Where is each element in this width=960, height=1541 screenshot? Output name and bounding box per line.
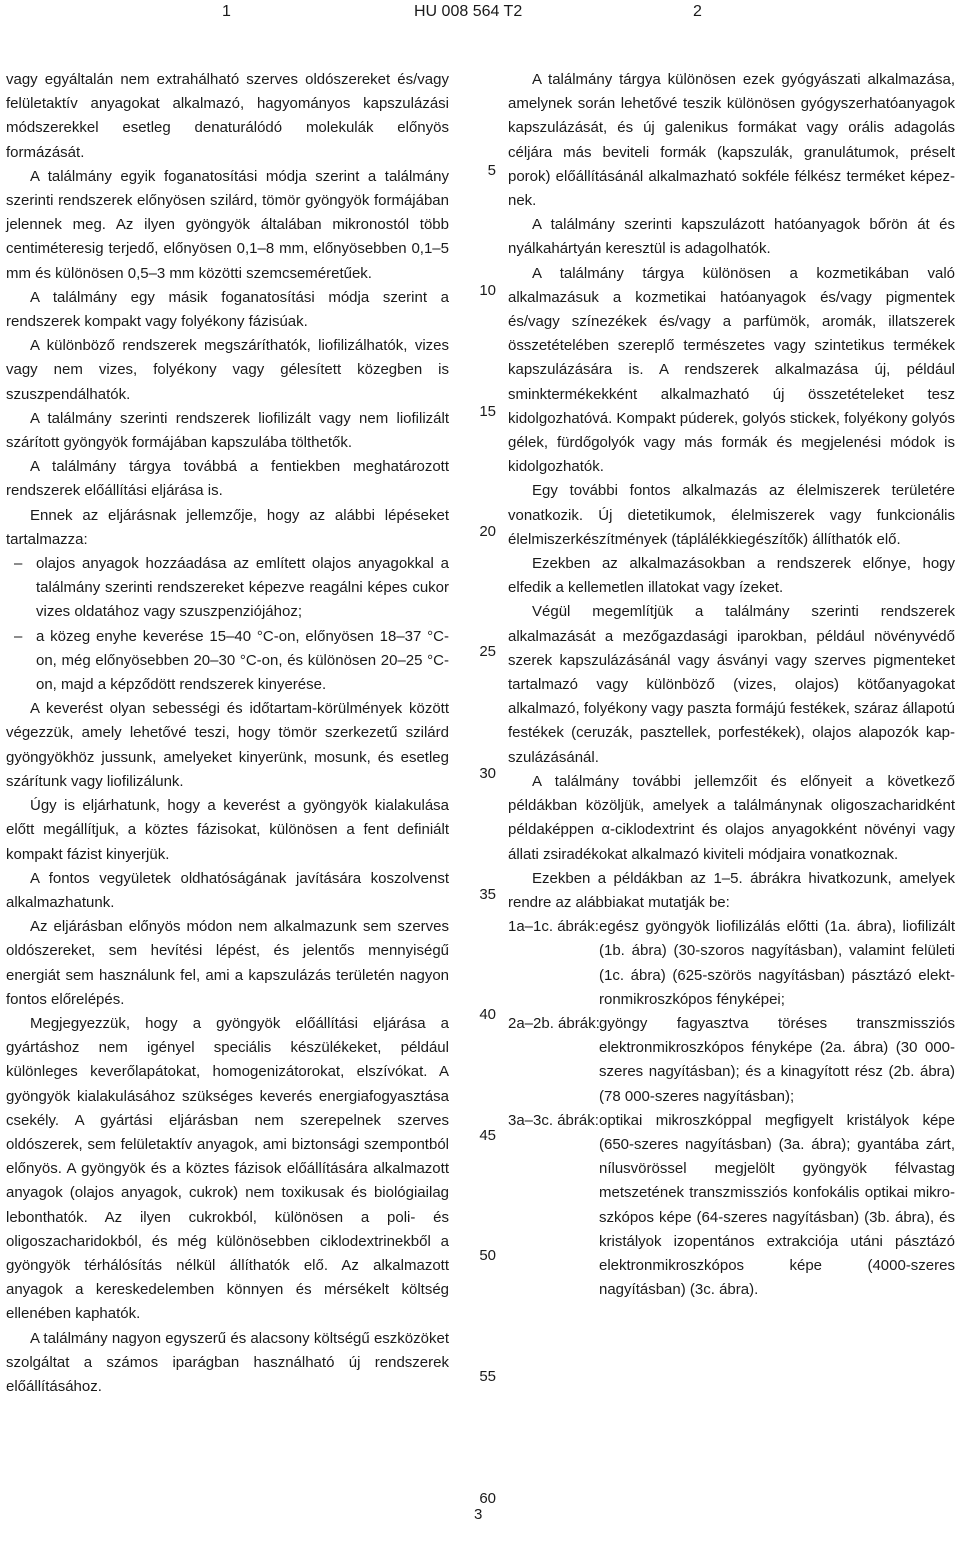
- process-step-text: olajos anyagok hozzáadása az említett olajos anyagokkal a találmány szerinti rendszereket képezve reagálni képes cukor vizes oldatához vagy szuszpenziójához;: [36, 555, 449, 621]
- paragraph: A találmány szerinti rendszerek liofilizált vagy nem liofilizált szárított gyöngyök formájában kapszulába tölthetők.: [6, 409, 449, 452]
- line-number: 60: [479, 1490, 496, 1507]
- paragraph: vagy egyáltalán nem extrahálható szerves oldószereket és/vagy felületaktív anyagokat alkalmazó, hagyományos kapszulázási módszerekkel esetleg denaturálódó molekulák előnyös formázását.: [6, 71, 449, 161]
- left-column: [6, 68, 449, 1399]
- paragraph: Úgy is eljárhatunk, hogy a keverést a gyöngyök kialakulása előtt megállítjuk, a köztes fázisokat, különösen a fent definiált kompakt fázist kinyerjük.: [6, 797, 449, 863]
- header-right-column-number: 2: [693, 3, 702, 20]
- figure-label: 2a–2b. ábrák:: [508, 1014, 600, 1032]
- process-step-text: a közeg enyhe keverése 15–40 °C-on, előnyösen 18–37 °C-on, még előnyösebben 20–30 °C-on, és különösen 20–25 °C-on, majd a képződött rendszerek kinyerése.: [36, 627, 449, 694]
- line-number: 25: [479, 643, 496, 660]
- paragraph: A találmány további jellemzőit és előnyeit a következő példákban közöljük, amelyek a találmánynak oligoszacharidként példaképpen α-ciklodextrint és olajos anyagokként növényi vagy állati zsiradékokat alkalmazó kiviteli módjaira vonatkoznak.: [508, 772, 955, 863]
- line-number: 35: [479, 886, 496, 903]
- paragraph: A keverést olyan sebességi és időtartam-körülmények között végezzük, amely lehetővé teszi, hogy tömör szerkezetű szilárd gyöngyökhöz jussunk, amelyeket kinyerünk, mosunk, és esetleg szárítunk vagy liofilizálunk.: [6, 700, 449, 790]
- paragraph: A fontos vegyületek oldhatóságának javítására koszolvenst alkalmazhatunk.: [6, 869, 449, 911]
- figure-text: egész gyöngyök liofilizálás előtti (1a. ábra), liofilizált (1b. ábra) (30-szoros nagyításban), valamint felületi (1c. ábra) (625-szörös nagyításban) pásztázó elektronmikroszkópos fényképei;: [599, 918, 955, 1008]
- paragraph: A találmány nagyon egyszerű és alacsony költségű eszközöket szolgáltat a számos iparágban használható új rendszerek előállításához.: [6, 1329, 449, 1395]
- figure-label: 1a–1c. ábrák:: [508, 918, 599, 936]
- figure-label: 3a–3c. ábrák:: [508, 1111, 599, 1129]
- bullet-dash: –: [14, 555, 23, 573]
- line-number: 45: [479, 1127, 496, 1144]
- line-number: 50: [479, 1247, 496, 1264]
- line-number: 5: [487, 162, 496, 179]
- process-step: [6, 625, 449, 698]
- figure-text: gyöngy fagyasztva töréses transzmissziós elektronmikroszkópos fényképe (2a. ábra) (30 000-szeres nagyításban); és a kinagyított rész (2b. ábra) (78 000-szeres nagyításban);: [599, 1014, 955, 1105]
- header-left-column-number: 1: [222, 3, 231, 20]
- paragraph: A találmány tárgya továbbá a fentiekben meghatározott rendszerek előállítási eljárása is.: [6, 458, 449, 500]
- paragraph: A találmány egy másik foganatosítási módja szerint a rendszerek kompakt vagy folyékony fázisúak.: [6, 288, 449, 331]
- right-column: [508, 68, 955, 1302]
- line-number: 20: [479, 523, 496, 540]
- figure-description: [508, 915, 955, 1012]
- line-number: 10: [479, 282, 496, 299]
- paragraph: Ezekben az alkalmazásokban a rendszerek előnye, hogy elfedik a kellemetlen illatokat vagy ízeket.: [508, 555, 955, 597]
- figure-description: [508, 1012, 955, 1109]
- paragraph: Ezekben a példákban az 1–5. ábrákra hivatkozunk, amelyek rendre az alábbiakat mutatják be:: [508, 869, 955, 911]
- line-number: 15: [479, 403, 496, 420]
- paragraph: A találmány tárgya különösen a kozmetikában való alkalmazásuk a kozmetikai hatóanyagok és/vagy pigmentek és/vagy színezékek és/vagy a parfümök, aromák, illatszerek összetételében szereplő természetes vagy szintetikus termékek kapszulázására is. A rendszerek alkalmazása új, például sminktermékekként alkalmazható új összetételeket tesz kidolgozhatóvá. Kompakt púderek, golyós stickek, folyékony golyós gélek, fürdőgolyók vagy más formák és megjelenési módok is kidolgozhatók.: [508, 264, 955, 476]
- paragraph: Az eljárásban előnyös módon nem alkalmazunk sem szerves oldószereket, sem hevítési lépést, és jelentős mennyiségű energiát sem használunk fel, ami a kapszulázás területén nagyon fontos előrelépés.: [6, 918, 449, 1008]
- paragraph: Végül megemlítjük a találmány szerinti rendszerek alkalmazását a mezőgazdasági iparokban, például növényvédő szerek kapszulázásánál vagy ásványi vagy szerves pigmenteket tartalmazó vagy különböző (vizes, olajos) kötőanyagokat alkalmazó, folyékony vagy paszta formájú festékek, száraz állapotú festékek (ceruzák, pasztellek, porfestékek), olajos alapozók kapszulázásánál.: [508, 603, 955, 766]
- line-number: 55: [479, 1368, 496, 1385]
- patent-number: HU 008 564 T2: [414, 3, 523, 20]
- process-step: [6, 552, 449, 625]
- paragraph: Egy további fontos alkalmazás az élelmiszerek területére vonatkozik. Új dietetikumok, élelmiszerek vagy funkcionális élelmiszerkészítmények (táplálékkiegészítők) állíthatók elő.: [508, 482, 955, 548]
- paragraph: A találmány tárgya különösen ezek gyógyászati alkalmazása, amelynek során lehetővé teszik különösen gyógyszerhatóanyagok kapszulázását, és új galenikus formákat vagy orális adagolás céljára más beviteli formák (kapszulák, granulátumok, préselt porok) előállításánál alkalmazható sokféle félkész terméket képeznek.: [508, 71, 955, 210]
- figure-description: [508, 1109, 955, 1303]
- page-number: 3: [474, 1506, 483, 1523]
- paragraph: A találmány szerinti kapszulázott hatóanyagok bőrön át és nyálkahártyán keresztül is adagolhatók.: [508, 216, 955, 258]
- paragraph: A találmány egyik foganatosítási módja szerint a találmány szerinti rendszerek előnyösen szilárd, tömör gyöngyök formájában jelennek meg. Az ilyen gyöngyök általában mikronostól több centiméteresig terjedő, előnyösen 0,1–8 mm, előnyösebben 0,1–5 mm és különösen 0,5–3 mm közötti szemcseméretűek.: [6, 167, 449, 282]
- line-number: 30: [479, 765, 496, 782]
- paragraph: Ennek az eljárásnak jellemzője, hogy az alábbi lépéseket tartalmazza:: [6, 506, 449, 548]
- figure-text: optikai mikroszkóppal megfigyelt kristályok képe (650-szeres nagyításban) (3a. ábra); gyantába zárt, nílusvörössel megjelölt gyöngyök félvastag metszetének transzmissziós konfokális optikai mikroszkópos képe (64-szeres nagyításban) (3b. ábra), és kristályok izopentános extrakciója utáni pásztázó elektronmikroszkópos képe (4000-szeres nagyításban) (3c. ábra).: [599, 1111, 955, 1299]
- paragraph: A különböző rendszerek megszáríthatók, liofilizálhatók, vizes vagy nem vizes, folyékony vagy gélesített közegben is szuszpendálhatók.: [6, 337, 449, 403]
- paragraph: Megjegyezzük, hogy a gyöngyök előállítási eljárása a gyártáshoz nem igényel speciális készülékeket, például különleges keverőlapátokat, homogenizátorokat, elszívókat. A gyöngyök kialakulásához szükséges keverés energiafogyasztása csekély. A gyártási eljárásban nem szerepelnek szerves oldószerek, sem felületaktív anyagok, ami biztonsági szempontból előnyös. A gyöngyök és a köztes fázisok előállítására alkalmazott anyagok (olajos anyagok, cukrok) nem toxikusak és biológiailag lebonthatók. Az ilyen cukrokból, különösen a poli- és oligoszacharidokból, és még különösebben ciklodextrinekből a gyöngyök térhálósítás nélkül állíthatók elő. Az alkalmazott anyagok a kereskedelemben könnyen és mérsékelt költség ellenében kaphatók.: [6, 1014, 449, 1323]
- line-number: 40: [479, 1006, 496, 1023]
- bullet-dash: –: [14, 627, 23, 645]
